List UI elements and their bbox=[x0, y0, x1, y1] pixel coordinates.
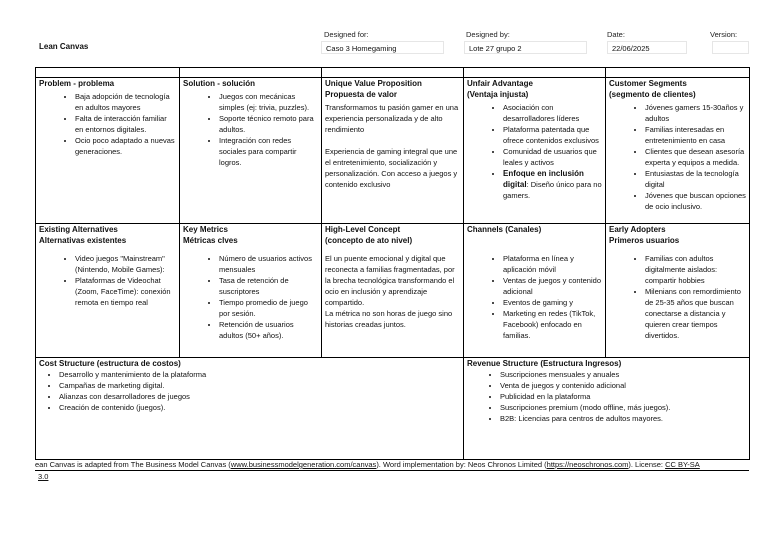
cost-structure-cell[interactable] bbox=[36, 358, 464, 460]
list-item: • Tasa de retención de suscriptores bbox=[219, 275, 318, 297]
version-label: Version: bbox=[710, 30, 738, 39]
key-metrics-cell[interactable] bbox=[180, 224, 322, 358]
uvp-title: Unique Value Proposition bbox=[325, 79, 422, 88]
uvp-text-2: Experiencia de gaming integral que une el entretenimiento, socialización y personalización. Con acceso a juegos y contenido exclusivo bbox=[325, 147, 458, 189]
revenue-title: Revenue Structure (Estructura Ingresos) bbox=[467, 359, 622, 368]
list-item: • Jóvenes gamers 15-30años y adultos bbox=[645, 102, 746, 124]
list-item: • Marketing en redes (TikTok, Facebook) enfocado en familias. bbox=[503, 308, 602, 341]
list-item: • Entusiastas de la tecnología digital bbox=[645, 168, 746, 190]
segments-list bbox=[609, 102, 746, 212]
list-item: • Ocio poco adaptado a nuevas generaciones. bbox=[75, 135, 176, 157]
unfair-bold-text: Enfoque en inclusión digital bbox=[503, 169, 584, 189]
adopters-subtitle: Primeros usuarios bbox=[609, 236, 680, 245]
footer-text-1: ean Canvas is adapted from The Business Model Canvas ( bbox=[35, 460, 231, 469]
concept-text-2: La métrica no son horas de juego sino historias creadas juntos. bbox=[325, 309, 453, 329]
list-item: • Plataforma patentada que ofrece contenidos exclusivos bbox=[503, 124, 602, 146]
high-level-concept-cell[interactable] bbox=[322, 224, 464, 358]
list-item: • B2B: Licencias para centros de adultos mayores. bbox=[500, 413, 746, 424]
concept-text-1: El un puente emocional y digital que reconecta a familias fragmentadas, por la brecha tecnológica transformando el ocio en inclusión y aprendizaje compartido. bbox=[325, 254, 455, 307]
channels-list bbox=[467, 253, 602, 341]
unfair-advantage-cell[interactable] bbox=[464, 78, 606, 224]
metrics-subtitle: Métricas clves bbox=[183, 236, 238, 245]
list-item: • Plataformas de Videochat (Zoom, FaceTime): conexión remota en tiempo real bbox=[75, 275, 176, 308]
metrics-list bbox=[183, 253, 318, 341]
list-item: • Desarrollo y mantenimiento de la plataforma bbox=[59, 369, 463, 380]
designed-for-field[interactable]: Caso 3 Homegaming bbox=[321, 41, 444, 54]
list-item: • Clientes que desean asesoría experta y equipos a medida. bbox=[645, 146, 746, 168]
metrics-title: Key Metrics bbox=[183, 225, 228, 234]
uvp-cell[interactable] bbox=[322, 78, 464, 224]
list-item: • Eventos de gaming y bbox=[503, 297, 602, 308]
footer-attribution bbox=[35, 459, 749, 471]
list-item: • Publicidad en la plataforma bbox=[500, 391, 746, 402]
segments-subtitle: (segmento de clientes) bbox=[609, 90, 696, 99]
adopters-title: Early Adopters bbox=[609, 225, 666, 234]
list-item: • Milenians con remordimiento de 25-35 años que buscan conectarse a distancia y quieren crear tiempos divertidos. bbox=[645, 286, 746, 341]
list-item: • Campañas de marketing digital. bbox=[59, 380, 463, 391]
license-version[interactable] bbox=[38, 472, 48, 481]
solution-cell[interactable] bbox=[180, 78, 322, 224]
channels-title: Channels (Canales) bbox=[467, 225, 542, 234]
adopters-list bbox=[609, 253, 746, 341]
list-item: • Ventas de juegos y contenido adicional bbox=[503, 275, 602, 297]
list-item: • Familias con adultos digitalmente aislados: compartir hobbies bbox=[645, 253, 746, 286]
problem-title: Problem - problema bbox=[39, 79, 115, 88]
list-item: • Retención de usuarios adultos (50+ años). bbox=[219, 319, 318, 341]
segments-title: Customer Segments bbox=[609, 79, 687, 88]
list-item: • Juegos con mecánicas simples (ej: trivia, puzzles). bbox=[219, 91, 318, 113]
revenue-structure-cell[interactable] bbox=[464, 358, 750, 460]
solution-title: Solution - solución bbox=[183, 79, 255, 88]
cost-title: Cost Structure (estructura de costos) bbox=[39, 359, 181, 368]
existing-alternatives-cell[interactable] bbox=[36, 224, 180, 358]
date-label: Date: bbox=[607, 30, 625, 39]
alternatives-title: Existing Alternatives bbox=[39, 225, 118, 234]
list-item: • Soporte técnico remoto para adultos. bbox=[219, 113, 318, 135]
solution-list bbox=[183, 91, 318, 168]
alternatives-list bbox=[39, 253, 176, 308]
revenue-list bbox=[467, 369, 746, 424]
uvp-text-1: Transformamos tu pasión gamer en una experiencia personalizada y de alto rendimiento bbox=[325, 103, 459, 134]
footer-text-3: ). License: bbox=[628, 460, 666, 469]
designed-for-label: Designed for: bbox=[324, 30, 369, 39]
license-link[interactable]: CC BY-SA bbox=[665, 460, 700, 469]
list-item: • Venta de juegos y contenido adicional bbox=[500, 380, 746, 391]
list-item: • Suscripciones mensuales y anuales bbox=[500, 369, 746, 380]
channels-cell[interactable] bbox=[464, 224, 606, 358]
uvp-subtitle: Propuesta de valor bbox=[325, 90, 398, 99]
list-item: • Asociación con desarrolladores líderes bbox=[503, 102, 602, 124]
cost-list bbox=[39, 369, 463, 413]
list-item: • Alianzas con desarrolladores de juegos bbox=[59, 391, 463, 402]
list-item: • Jóvenes que buscan opciones de ocio inclusivo. bbox=[645, 190, 746, 212]
list-item: • Video juegos "Mainstream" (Nintendo, Mobile Games): bbox=[75, 253, 176, 275]
footer-text-2: ). Word implementation by: Neos Chronos Limited ( bbox=[376, 460, 547, 469]
list-item bbox=[503, 168, 602, 201]
neoschronos-link[interactable]: https://neoschronos.com bbox=[546, 460, 629, 469]
list-item: • Plataforma en línea y aplicación móvil bbox=[503, 253, 602, 275]
list-item: • Integración con redes sociales para compartir logros. bbox=[219, 135, 318, 168]
unfair-title: Unfair Advantage bbox=[467, 79, 533, 88]
bmg-canvas-link[interactable]: www.businessmodelgeneration.com/canvas bbox=[230, 460, 377, 469]
date-field[interactable]: 22/06/2025 bbox=[607, 41, 687, 54]
problem-cell[interactable] bbox=[36, 78, 180, 224]
list-item: • Suscripciones premium (modo offline, más juegos). bbox=[500, 402, 746, 413]
customer-segments-cell[interactable] bbox=[606, 78, 750, 224]
list-item: • Tiempo promedio de juego por sesión. bbox=[219, 297, 318, 319]
alternatives-subtitle: Alternativas existentes bbox=[39, 236, 127, 245]
unfair-rest-text: : Diseño único para no gamers. bbox=[503, 180, 602, 200]
designed-by-field[interactable]: Lote 27 grupo 2 bbox=[464, 41, 587, 54]
page-title: Lean Canvas bbox=[39, 42, 89, 51]
list-item: • Número de usuarios activos mensuales bbox=[219, 253, 318, 275]
license-version-link[interactable]: 3.0 bbox=[38, 472, 49, 481]
concept-subtitle: (concepto de ato nivel) bbox=[325, 236, 413, 245]
early-adopters-cell[interactable] bbox=[606, 224, 750, 358]
designed-by-label: Designed by: bbox=[466, 30, 510, 39]
unfair-subtitle: (Ventaja injusta) bbox=[467, 90, 529, 99]
problem-list bbox=[39, 91, 176, 157]
concept-title: High-Level Concept bbox=[325, 225, 401, 234]
list-item: • Falta de interacción familiar en entornos digitales. bbox=[75, 113, 176, 135]
lean-canvas-grid bbox=[35, 67, 750, 460]
unfair-list bbox=[467, 102, 602, 201]
list-item: • Comunidad de usuarios que leales y activos bbox=[503, 146, 602, 168]
list-item: • Familias interesadas en entretenimiento en casa bbox=[645, 124, 746, 146]
list-item: • Baja adopción de tecnología en adultos mayores bbox=[75, 91, 176, 113]
list-item: • Creación de contenido (juegos). bbox=[59, 402, 463, 413]
version-field[interactable] bbox=[712, 41, 749, 54]
